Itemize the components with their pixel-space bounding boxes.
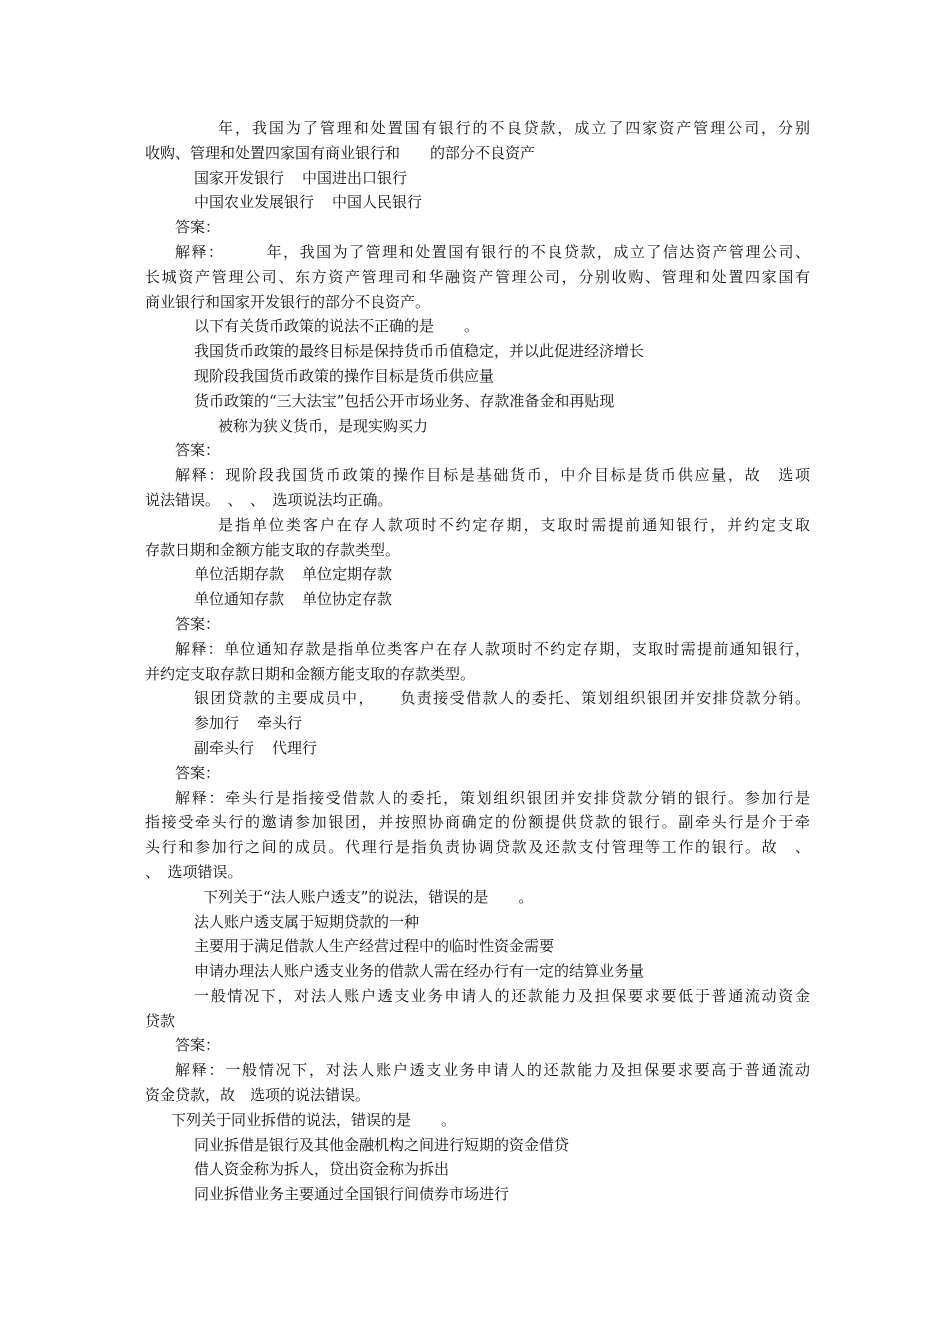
- q6-stem: 下列关于同业拆借的说法，错误的是 。: [171, 1110, 457, 1129]
- q2-option-a: 我国货币政策的最终目标是保持货币币值稳定，并以此促进经济增长: [194, 342, 645, 361]
- q5-explain-line2: 资金贷款，故 选项的说法错误。: [145, 1086, 371, 1105]
- q5-option-b: 主要用于满足借款人生产经营过程中的临时性资金需要: [194, 937, 555, 956]
- q4-option-a: 参加行: [194, 714, 240, 733]
- q2-explain-line1: 解释：现阶段我国货币政策的操作目标是基础货币，中介目标是货币供应量，故 选项: [175, 466, 810, 485]
- q1-answer-label: 答案：: [175, 218, 221, 237]
- q2-option-d: 被称为狭义货币，是现实购买力: [218, 416, 429, 435]
- q1-options-cd: [145, 190, 810, 215]
- q4-explain-line4: 、 选项错误。: [145, 862, 243, 881]
- q1-explain-line1: 解释： 年，我国为了管理和处置国有银行的不良贷款，成立了信达资产管理公司、: [175, 242, 810, 261]
- q4-explain-line2: 指接受牵头行的邀请参加银团，并按照协商确定的份额提供贷款的银行。副牵头行是介于牵: [145, 813, 810, 832]
- q1-option-c: 中国农业发展银行: [194, 193, 315, 212]
- q5-explain-line1: 解释：一般情况下，对法人账户透支业务申请人的还款能力及担保要求要高于普通流动: [175, 1061, 810, 1080]
- q3-stem-line1: 是指单位类客户在存人款项时不约定存期，支取时需提前通知银行，并约定支取: [218, 515, 810, 534]
- q1-option-b: 中国进出口银行: [302, 168, 408, 187]
- q4-options-cd: [145, 736, 810, 761]
- q2-answer-label: 答案：: [175, 441, 221, 460]
- q6-option-c: 同业拆借业务主要通过全国银行间债券市场进行: [194, 1185, 510, 1204]
- q5-stem: 下列关于“法人账户透支”的说法，错误的是 。: [203, 887, 534, 906]
- q1-option-a: 国家开发银行: [194, 168, 285, 187]
- q2-option-b: 现阶段我国货币政策的操作目标是货币供应量: [194, 366, 495, 385]
- document-page: [145, 116, 810, 1207]
- q3-stem-line2: 存款日期和金额方能支取的存款类型。: [145, 540, 401, 559]
- q3-option-c: 单位通知存款: [194, 590, 285, 609]
- q5-option-c: 申请办理法人账户透支业务的借款人需在经办行有一定的结算业务量: [194, 962, 645, 981]
- q3-option-d: 单位协定存款: [302, 590, 393, 609]
- q1-explain-line3: 商业银行和国家开发银行的部分不良资产。: [145, 292, 431, 311]
- q4-option-c: 副牵头行: [194, 738, 255, 757]
- q5-answer-label: 答案：: [175, 1036, 221, 1055]
- q3-options-cd: [145, 587, 810, 612]
- q4-option-b: 牵头行: [257, 714, 303, 733]
- q1-stem-line2: 收购、管理和处置四家国有商业银行和 的部分不良资产: [145, 143, 536, 162]
- q4-explain-line3: 头行和参加行之间的成员。代理行是指负责协调贷款及还款支付管理等工作的银行。故 、: [145, 838, 810, 857]
- q3-options-ab: [145, 562, 810, 587]
- q4-explain-line1: 解释：牵头行是指接受借款人的委托，策划组织银团并安排贷款分销的银行。参加行是: [175, 788, 810, 807]
- q2-stem: 以下有关货币政策的说法不正确的是 。: [194, 317, 480, 336]
- q3-option-a: 单位活期存款: [194, 565, 285, 584]
- q4-options-ab: [145, 711, 810, 736]
- q3-answer-label: 答案：: [175, 614, 221, 633]
- q2-explain-line2: 说法错误。 、 、 选项说法均正确。: [145, 490, 393, 509]
- q6-option-b: 借人资金称为拆人，贷出资金称为拆出: [194, 1160, 450, 1179]
- q5-option-d-line1: 一般情况下，对法人账户透支业务申请人的还款能力及担保要求要低于普通流动资金: [194, 986, 810, 1005]
- q4-stem: 银团贷款的主要成员中， 负责接受借款人的委托、策划组织银团并安排贷款分销。: [194, 689, 810, 708]
- q1-explain-line2: 长城资产管理公司、东方资产管理司和华融资产管理公司，分别收购、管理和处置四家国有: [145, 267, 810, 286]
- q5-option-d-line2: 贷款: [145, 1011, 176, 1030]
- q4-answer-label: 答案：: [175, 763, 221, 782]
- q2-option-c: 货币政策的“三大法宝”包括公开市场业务、存款准备金和再贴现: [194, 391, 615, 410]
- q6-option-a: 同业拆借是银行及其他金融机构之间进行短期的资金借贷: [194, 1135, 570, 1154]
- q5-option-a: 法人账户透支属于短期贷款的一种: [194, 912, 420, 931]
- q1-options-ab: [145, 166, 810, 191]
- q1-stem-line1: 年，我国为了管理和处置国有银行的不良贷款，成立了四家资产管理公司，分别: [218, 119, 810, 137]
- q4-option-d: 代理行: [272, 738, 318, 757]
- q3-explain-line2: 并约定支取存款日期和金额方能支取的存款类型。: [145, 664, 476, 683]
- q3-option-b: 单位定期存款: [302, 565, 393, 584]
- q1-option-d: 中国人民银行: [332, 193, 423, 212]
- q3-explain-line1: 解释：单位通知存款是指单位类客户在存人款项时不约定存期，支取时需提前通知银行，: [175, 639, 810, 658]
